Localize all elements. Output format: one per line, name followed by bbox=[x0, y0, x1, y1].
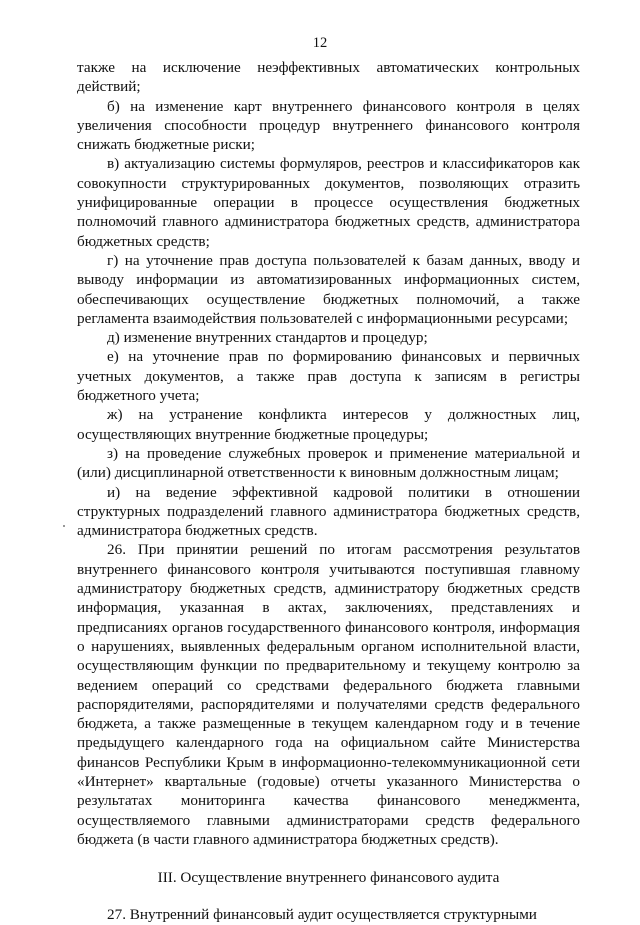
paragraph-27: 27. Внутренний финансовый аудит осуществляется структурными bbox=[107, 906, 537, 924]
list-item-g: г) на уточнение прав доступа пользователей к базам данных, вводу и выводу информации из автоматизированных информационных систем, обеспечивающих осуществление бюджетных полномочий, а также регламента взаимодействия пользователей с информационными ресурсами; bbox=[77, 251, 580, 327]
document-body bbox=[77, 58, 580, 925]
margin-mark bbox=[63, 525, 65, 527]
list-item-e: е) на уточнение прав по формированию финансовых и первичных учетных документов, а также прав доступа к записям в регистры бюджетного учета; bbox=[77, 348, 580, 405]
list-item-zh: ж) на устранение конфликта интересов у должностных лиц, осуществляющих внутренние бюджетные процедуры; bbox=[77, 406, 580, 443]
list-item-b: б) на изменение карт внутреннего финансового контроля в целях увеличения способности процедур внутреннего финансового контроля снижать бюджетные риски; bbox=[77, 97, 580, 154]
section-heading: III. Осуществление внутреннего финансового аудита bbox=[157, 869, 500, 887]
list-item-z: з) на проведение служебных проверок и применение материальной и (или) дисциплинарной ответственности к виновным должностным лицам; bbox=[77, 444, 580, 482]
page-number: 12 bbox=[312, 35, 328, 51]
paragraph-continuation: также на исключение неэффективных автоматических контрольных действий; bbox=[77, 59, 580, 96]
list-item-i: и) на ведение эффективной кадровой политики в отношении структурных подразделений главного администратора бюджетных средств, администратора бюджетных средств. bbox=[77, 483, 580, 540]
paragraph-26: 26. При принятии решений по итогам рассмотрения результатов внутреннего финансового контроля учитываются поступившая главному администратору бюджетных средств, администратору бюджетных средств информация, указанная в актах, заключениях, представлениях и предписаниях органов государственного финансового контроля, информация о нарушениях, выявленных федеральным органом исполнительной власти, осуществляющим функции по предварительному и текущему контролю за ведением операций со средствами федерального бюджета главными распорядителями, распорядителями и получателями средств федерального бюджета, а также размещенные в текущем календарном году и в течение предыдущего календарного года на официальном сайте Министерства финансов Республики Крым в информационно-телекоммуникационной сети «Интернет» квартальные (годовые) отчеты указанного Министерства о результатах мониторинга качества финансового менеджмента, осуществляемого главными администраторами средств федерального бюджета (в части главного администратора бюджетных средств). bbox=[77, 541, 580, 848]
list-item-v: в) актуализацию системы формуляров, реестров и классификаторов как совокупности структурированных документов, позволяющих отразить унифицированные операции в процессе осуществления бюджетных полномочий главного администратора бюджетных средств, администратора бюджетных средств; bbox=[77, 155, 580, 250]
list-item-d: д) изменение внутренних стандартов и процедур; bbox=[107, 329, 428, 347]
